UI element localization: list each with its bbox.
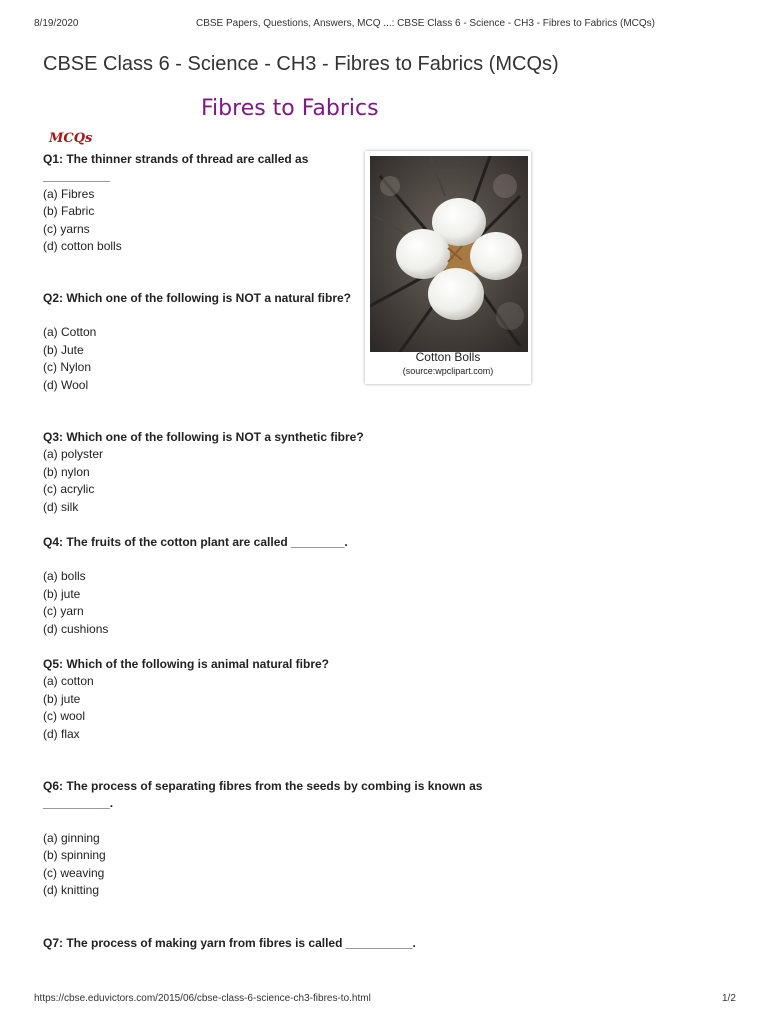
cotton-bolls-figure xyxy=(365,151,531,384)
question-4 xyxy=(43,534,348,638)
figure-caption: Cotton Bolls xyxy=(415,350,481,364)
page-number: 1/2 xyxy=(722,993,736,1004)
option: (d) cotton bolls xyxy=(43,239,122,254)
cotton-bolls-image xyxy=(370,156,528,352)
question-3 xyxy=(43,429,364,516)
option: (d) flax xyxy=(43,726,80,741)
option: (b) nylon xyxy=(43,464,90,479)
option: (c) wool xyxy=(43,709,86,724)
option: (d) cushions xyxy=(43,621,109,636)
page-title: CBSE Class 6 - Science - CH3 - Fibres to Fabrics (MCQs) xyxy=(43,53,559,75)
option: (b) Fabric xyxy=(43,204,95,219)
footer-url: https://cbse.eduvictors.com/2015/06/cbse-class-6-science-ch3-fibres-to.html xyxy=(34,993,371,1004)
option: (a) ginning xyxy=(43,830,100,845)
section-title: Fibres to Fabrics xyxy=(201,96,379,121)
question-2 xyxy=(43,290,351,394)
question-blank: __________. xyxy=(43,796,114,811)
option: (c) yarn xyxy=(43,604,84,619)
figure-source: (source:wpclipart.com) xyxy=(402,366,494,376)
question-7 xyxy=(43,935,416,952)
option: (a) bolls xyxy=(43,569,86,584)
question-text: Q6: The process of separating fibres from the seeds by combing is known as xyxy=(43,779,483,793)
question-text: Q4: The fruits of the cotton plant are called ________. xyxy=(43,535,348,549)
question-blank: __________ xyxy=(43,169,110,184)
question-text: Q1: The thinner strands of thread are called as xyxy=(43,152,309,166)
question-1 xyxy=(43,151,308,255)
option: (c) yarns xyxy=(43,221,90,236)
option: (a) cotton xyxy=(43,674,94,689)
option: (b) Jute xyxy=(43,342,84,357)
option: (b) spinning xyxy=(43,848,106,863)
option: (d) Wool xyxy=(43,377,89,392)
option: (b) jute xyxy=(43,586,81,601)
option: (d) silk xyxy=(43,499,79,514)
option: (a) polyster xyxy=(43,447,104,462)
print-header-title: CBSE Papers, Questions, Answers, MCQ ...: CBSE Class 6 - Science - CH3 - Fibres to Fabrics (MCQs) xyxy=(196,18,656,29)
mcq-label: MCQs xyxy=(49,131,93,146)
print-date: 8/19/2020 xyxy=(34,18,79,29)
question-5 xyxy=(43,656,329,743)
option: (d) knitting xyxy=(43,883,100,898)
option: (a) Cotton xyxy=(43,325,97,340)
question-text: Q2: Which one of the following is NOT a natural fibre? xyxy=(43,291,352,305)
question-text: Q5: Which of the following is animal natural fibre? xyxy=(43,657,330,671)
option: (a) Fibres xyxy=(43,186,95,201)
option: (b) jute xyxy=(43,691,81,706)
question-6 xyxy=(43,778,482,899)
option: (c) weaving xyxy=(43,865,105,880)
question-text: Q3: Which one of the following is NOT a synthetic fibre? xyxy=(43,430,364,444)
option: (c) acrylic xyxy=(43,482,95,497)
option: (c) Nylon xyxy=(43,360,92,375)
question-text: Q7: The process of making yarn from fibres is called __________. xyxy=(43,936,416,950)
